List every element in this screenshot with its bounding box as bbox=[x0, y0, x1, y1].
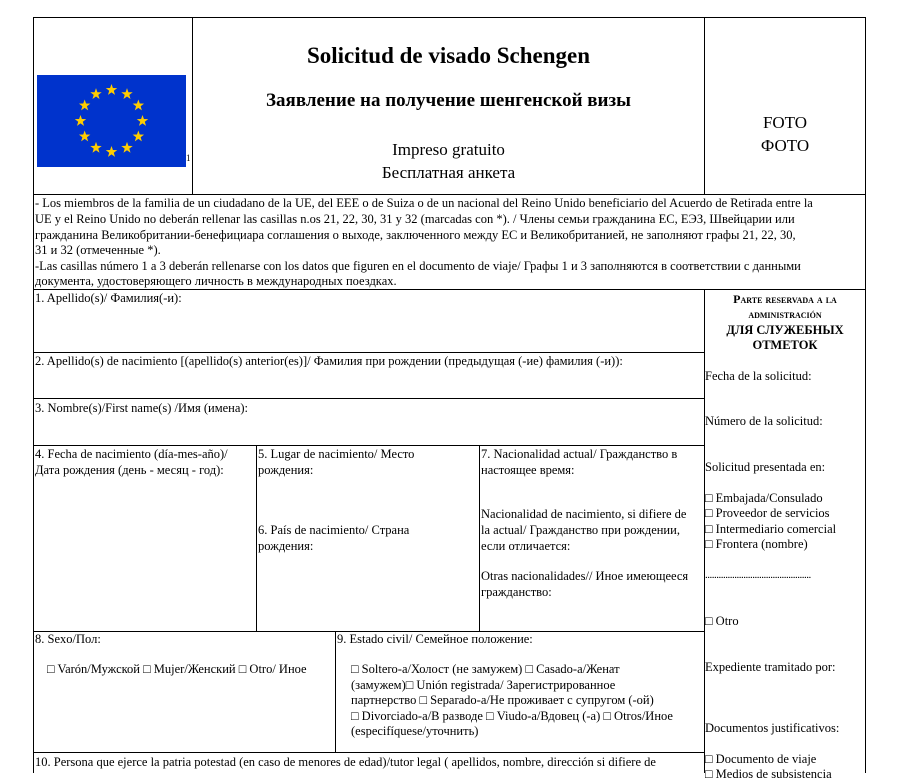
birth-date-label-ru: Дата рождения (день - месяц - год): bbox=[35, 463, 224, 477]
guardian-label: 10. Persona que ejerce la patria potestad (en caso de menores de edad)/tutor legal ( apellidos, nombre, dirección si difiere de bbox=[35, 755, 656, 769]
note-line: - Los miembros de la familia de un ciudadano de la UE, del EEE o de Suiza o de un nacional del Reino Unido beneficiario del Acuerdo de Retirada entre la bbox=[35, 196, 813, 210]
civil-status-option-line[interactable]: (замужем)□ Unión registrada/ Зарегистрированное bbox=[351, 678, 616, 692]
birth-place-cell bbox=[257, 446, 479, 631]
nationality-label-ru: настоящее время: bbox=[481, 463, 575, 477]
form-title: Solicitud de visado Schengen bbox=[306, 43, 591, 68]
form-subtitle-ru: Заявление на получение шенгенской визы bbox=[266, 90, 631, 111]
note-line: -Las casillas número 1 a 3 deberán rellenarse con los datos que figuren en el documento de viaje/ Графы 1 и 3 заполняются в соответствии с данными bbox=[35, 259, 801, 273]
eu-flag bbox=[37, 75, 186, 167]
first-name-field[interactable] bbox=[34, 399, 704, 445]
birth-nationality-label-2: la actual/ Гражданство при рождении, bbox=[481, 523, 680, 537]
admin-title: Parte reservada a la bbox=[733, 292, 837, 306]
free-form-label: Impreso gratuito bbox=[392, 140, 505, 159]
admin-title-2: administración bbox=[748, 307, 822, 321]
free-form-label-ru: Бесплатная анкета bbox=[381, 163, 516, 182]
nationality-label: 7. Nacionalidad actual/ Гражданство в bbox=[481, 447, 678, 461]
admin-title-ru: ДЛЯ СЛУЖЕБНЫХ bbox=[726, 323, 844, 337]
note-line: 31 и 32 (отмеченные *). bbox=[35, 243, 161, 257]
civil-status-field bbox=[336, 632, 704, 752]
flag-footnote: 1 bbox=[186, 153, 191, 163]
other-nationality-label: Otras nacionalidades// Иное имеющееся bbox=[481, 569, 689, 583]
birth-surname-label: 2. Apellido(s) de nacimiento [(apellido(s) anterior(es)]/ Фамилия при рождении (предыдущая (-ие) фамилия (-и)): bbox=[35, 354, 623, 368]
guardian-field[interactable] bbox=[34, 753, 704, 773]
submitted-option[interactable]: □ Intermediario comercial bbox=[705, 522, 837, 536]
nationality-cell bbox=[480, 446, 704, 631]
birth-nationality-label: Nacionalidad de nacimiento, si difiere de bbox=[481, 507, 687, 521]
doc-option[interactable]: □ Documento de viaje bbox=[705, 752, 817, 766]
civil-status-option-line[interactable]: □ Divorciado-a/В разводе □ Viudo-a/Вдовец (-а) □ Otros/Иное bbox=[351, 709, 673, 723]
submitted-option[interactable]: □ Proveedor de servicios bbox=[705, 506, 830, 520]
admin-title-ru-2: ОТМЕТОК bbox=[752, 338, 818, 352]
civil-status-option-line[interactable]: (especifíquese/уточнить) bbox=[351, 724, 479, 738]
header-bottom-border bbox=[33, 194, 866, 195]
eu-flag-graphic bbox=[37, 75, 186, 167]
birth-nationality-label-3: если отличается: bbox=[481, 539, 571, 553]
header-divider-right bbox=[704, 17, 705, 194]
processed-by-label: Expediente tramitado por: bbox=[705, 660, 836, 674]
surname-field[interactable] bbox=[34, 290, 704, 352]
submitted-option[interactable]: □ Embajada/Consulado bbox=[705, 491, 823, 505]
form-right-border bbox=[865, 17, 866, 773]
birth-country-label-ru: рождения: bbox=[258, 539, 314, 553]
note-line: документа, удостоверяющего личность в международных поездках. bbox=[35, 274, 397, 288]
birth-place-label-ru: рождения: bbox=[258, 463, 314, 477]
note-line: гражданина Великобритании-бенефициара соглашения о выходе, заключенного между ЕС и Великобританией, не заполняют графы 21, 22, 30, bbox=[35, 228, 796, 242]
submitted-option-other[interactable]: □ Otro bbox=[705, 614, 739, 628]
surname-label: 1. Apellido(s)/ Фамилия(-и): bbox=[35, 291, 182, 305]
form-top-border bbox=[33, 17, 866, 18]
other-nationality-label-ru: гражданство: bbox=[481, 585, 552, 599]
birth-place-label: 5. Lugar de nacimiento/ Место bbox=[258, 447, 415, 461]
sex-options[interactable]: □ Varón/Мужской □ Mujer/Женский □ Otro/ Иное bbox=[47, 662, 307, 676]
application-date-label: Fecha de la solicitud: bbox=[705, 369, 812, 383]
submitted-option[interactable]: □ Frontera (nombre) bbox=[705, 537, 808, 551]
application-number-label: Número de la solicitud: bbox=[705, 414, 823, 428]
doc-option[interactable]: □ Medios de subsistencia bbox=[705, 767, 832, 781]
civil-status-label: 9. Estado civil/ Семейное положение: bbox=[337, 632, 533, 646]
border-name-dotline: ............................................... bbox=[705, 569, 811, 581]
photo-label-ru: ФОТО bbox=[760, 136, 810, 155]
birth-country-label: 6. País de nacimiento/ Страна bbox=[258, 523, 410, 537]
note-line: UE y el Reino Unido no deberán rellenar las casillas n.os 21, 22, 30, 31 y 32 (marcadas con *). / Члены семьи гражданина ЕС, ЕЭЗ, Швейцарии или bbox=[35, 212, 795, 226]
birth-surname-field[interactable] bbox=[34, 353, 704, 398]
sex-field bbox=[34, 632, 335, 752]
birth-date-label: 4. Fecha de nacimiento (día-mes-año)/ bbox=[35, 447, 228, 461]
admin-section bbox=[705, 290, 865, 781]
civil-status-option-line[interactable]: □ Soltero-a/Холост (не замужем) □ Casado-a/Женат bbox=[351, 662, 620, 676]
photo-label: FOTO bbox=[762, 113, 808, 132]
first-name-label: 3. Nombre(s)/First name(s) /Имя (имена): bbox=[35, 401, 249, 415]
submitted-at-label: Solicitud presentada en: bbox=[705, 460, 826, 474]
civil-status-option-line[interactable]: партнерство □ Separado-a/Не проживает с супругом (-ой) bbox=[351, 693, 654, 707]
supporting-docs-label: Documentos justificativos: bbox=[705, 721, 840, 735]
sex-label: 8. Sexo/Пол: bbox=[35, 632, 101, 646]
birth-date-field[interactable] bbox=[34, 446, 256, 631]
